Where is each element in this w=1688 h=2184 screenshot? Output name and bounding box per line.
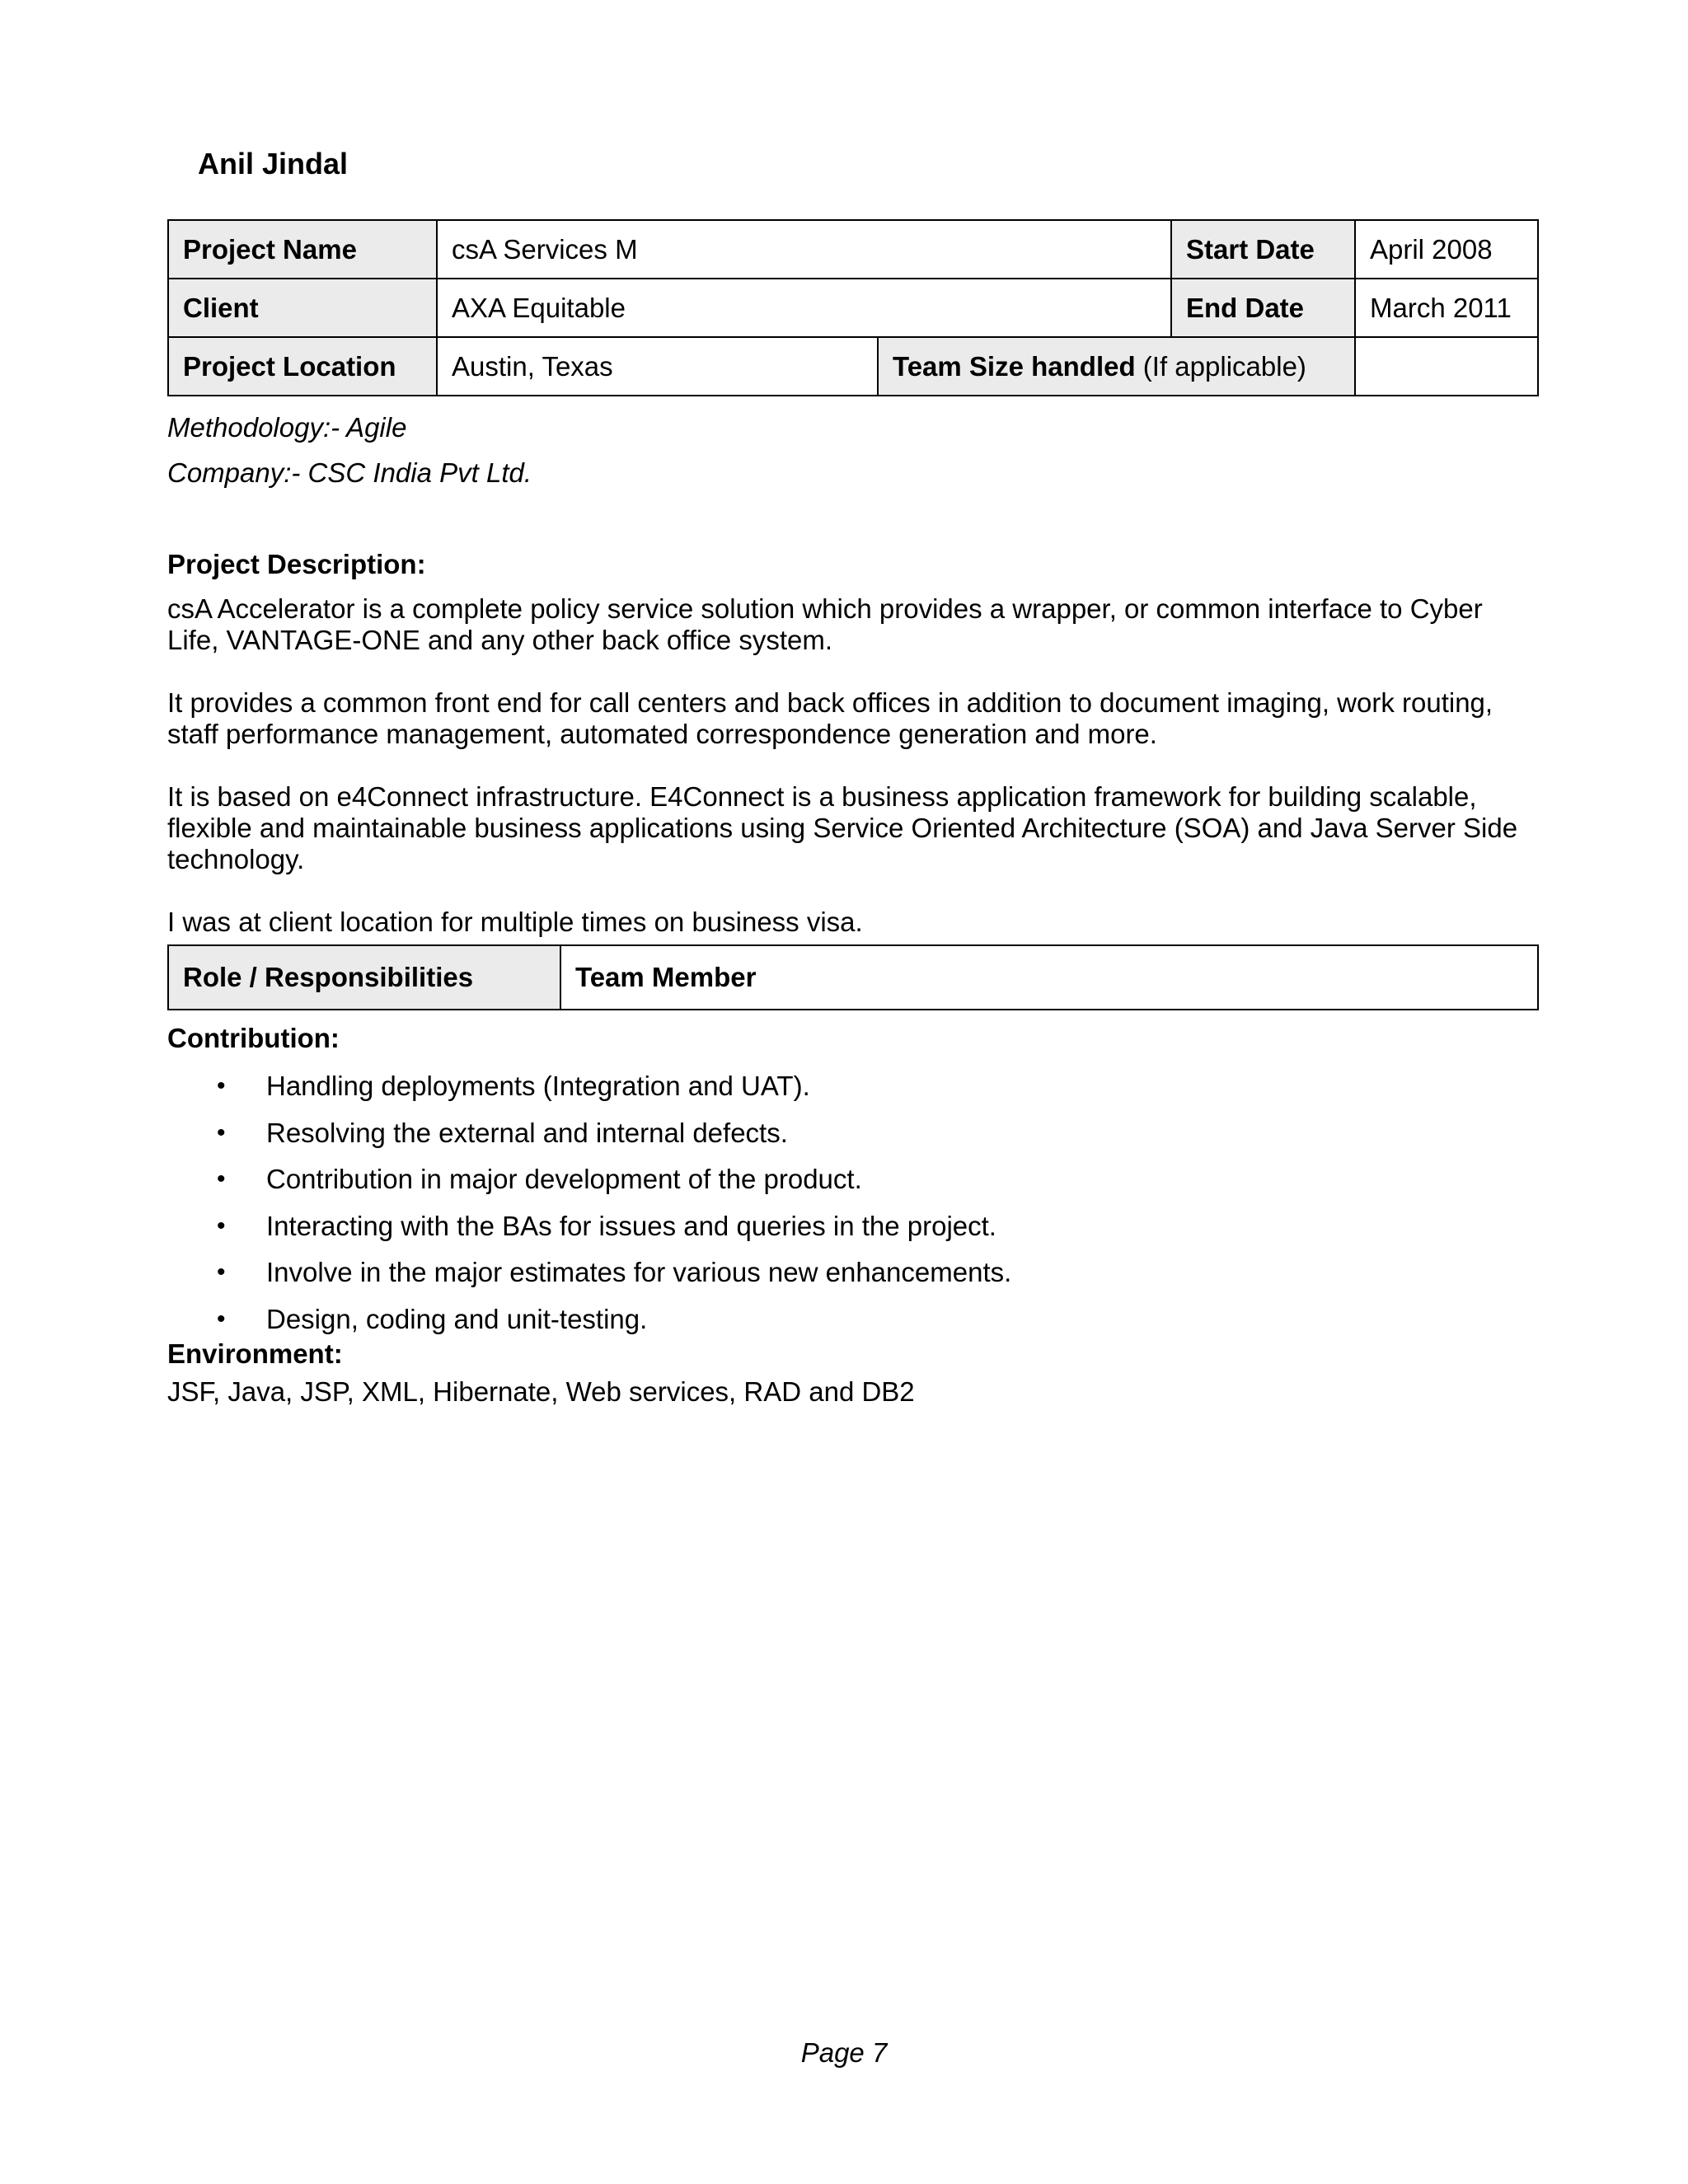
bullet-icon: • xyxy=(217,1212,226,1240)
list-item-text: Contribution in major development of the product. xyxy=(266,1164,862,1194)
table-row xyxy=(168,220,1538,279)
start-date-label: Start Date xyxy=(1171,220,1355,279)
company-line: Company:- CSC India Pvt Ltd. xyxy=(167,457,532,488)
bullet-icon: • xyxy=(217,1305,226,1333)
description-paragraph-2: It provides a common front end for call centers and back offices in addition to document imaging, work routing, staff performance management, automated correspondence generation and more. xyxy=(167,687,1493,749)
table-row xyxy=(168,945,1538,1010)
project-location-label: Project Location xyxy=(168,337,437,396)
list-item-text: Involve in the major estimates for various new enhancements. xyxy=(266,1257,1012,1287)
list-item xyxy=(167,1110,1011,1157)
role-value: Team Member xyxy=(560,945,1538,1010)
team-size-label xyxy=(878,337,1355,396)
page-number: Page 7 xyxy=(800,2037,888,2068)
end-date-label: End Date xyxy=(1171,279,1355,337)
project-description-title: Project Description: xyxy=(167,549,426,579)
client-value: AXA Equitable xyxy=(437,279,1171,337)
start-date-value: April 2008 xyxy=(1355,220,1538,279)
list-item xyxy=(167,1063,1011,1110)
project-name-value: csA Services M xyxy=(437,220,1171,279)
table-row xyxy=(168,337,1538,396)
description-paragraph-1: csA Accelerator is a complete policy service solution which provides a wrapper, or common interface to Cyber Life, VANTAGE-ONE and any other back office system. xyxy=(167,593,1483,655)
environment-title: Environment: xyxy=(167,1338,343,1369)
table-row xyxy=(168,279,1538,337)
methodology-line: Methodology:- Agile xyxy=(167,412,407,443)
list-item xyxy=(167,1156,1011,1203)
description-paragraph-4: I was at client location for multiple times on business visa. xyxy=(167,907,863,937)
bullet-icon: • xyxy=(217,1072,226,1099)
team-size-label-bold: Team Size handled xyxy=(893,350,1136,382)
project-info-table xyxy=(167,219,1539,396)
list-item-text: Resolving the external and internal defects. xyxy=(266,1117,788,1148)
list-item xyxy=(167,1296,1011,1343)
role-label: Role / Responsibilities xyxy=(168,945,560,1010)
contribution-list xyxy=(167,1063,1011,1343)
team-size-value xyxy=(1355,337,1538,396)
environment-value: JSF, Java, JSP, XML, Hibernate, Web services, RAD and DB2 xyxy=(167,1376,915,1407)
candidate-name: Anil Jindal xyxy=(198,147,349,180)
contribution-title: Contribution: xyxy=(167,1023,340,1053)
description-paragraph-3: It is based on e4Connect infrastructure. E4Connect is a business application framework for building scalable, flexible and maintainable business applications using Service Oriented Architecture (SOA) and Java Server Side technology. xyxy=(167,781,1518,874)
end-date-value: March 2011 xyxy=(1355,279,1538,337)
team-size-label-note: (If applicable) xyxy=(1135,350,1306,382)
bullet-icon: • xyxy=(217,1165,226,1193)
list-item xyxy=(167,1249,1011,1296)
bullet-icon: • xyxy=(217,1258,226,1286)
project-name-label: Project Name xyxy=(168,220,437,279)
role-table xyxy=(167,944,1539,1010)
list-item-text: Design, coding and unit-testing. xyxy=(266,1303,648,1334)
client-label: Client xyxy=(168,279,437,337)
bullet-icon: • xyxy=(217,1118,226,1146)
project-location-value: Austin, Texas xyxy=(437,337,878,396)
list-item-text: Interacting with the BAs for issues and queries in the project. xyxy=(266,1210,996,1241)
list-item xyxy=(167,1203,1011,1250)
list-item-text: Handling deployments (Integration and UAT). xyxy=(266,1071,810,1101)
